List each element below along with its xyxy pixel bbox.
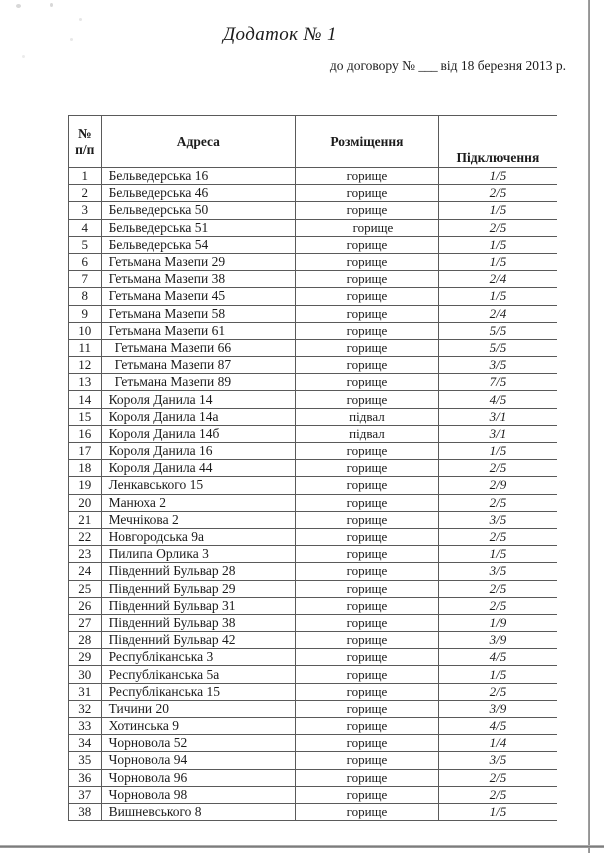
cell-number: 31 xyxy=(69,683,102,700)
cell-placement: горище xyxy=(296,443,439,460)
table-row xyxy=(69,597,558,614)
cell-placement: горище xyxy=(296,253,439,270)
cell-connection: 3/9 xyxy=(438,632,557,649)
cell-connection: 3/1 xyxy=(438,408,557,425)
scan-edge-bottom xyxy=(0,845,604,848)
column-header-number xyxy=(69,116,102,168)
cell-placement: горище xyxy=(296,580,439,597)
cell-address: Новгородська 9а xyxy=(101,528,296,545)
cell-number: 2 xyxy=(69,185,102,202)
cell-address: Короля Данила 14а xyxy=(101,408,296,425)
table-row xyxy=(69,357,558,374)
document-title: Додаток № 1 xyxy=(223,24,337,45)
scan-edge-right xyxy=(588,0,590,853)
cell-connection: 4/5 xyxy=(438,649,557,666)
cell-number: 24 xyxy=(69,563,102,580)
cell-number: 4 xyxy=(69,219,102,236)
cell-address: Республіканська 3 xyxy=(101,649,296,666)
cell-placement: підвал xyxy=(296,408,439,425)
cell-connection: 3/1 xyxy=(438,425,557,442)
cell-address: Бельведерська 50 xyxy=(101,202,296,219)
cell-placement: горище xyxy=(296,718,439,735)
scan-speck xyxy=(50,3,53,7)
cell-number: 16 xyxy=(69,425,102,442)
cell-number: 9 xyxy=(69,305,102,322)
cell-address: Чорновола 98 xyxy=(101,786,296,803)
table-row xyxy=(69,511,558,528)
table-row xyxy=(69,803,558,820)
cell-connection: 1/5 xyxy=(438,546,557,563)
column-header-placement: Розміщення xyxy=(296,116,439,168)
cell-number: 20 xyxy=(69,494,102,511)
cell-placement: горище xyxy=(296,322,439,339)
cell-placement: горище xyxy=(296,769,439,786)
cell-placement: горище xyxy=(296,374,439,391)
cell-number: 5 xyxy=(69,236,102,253)
cell-placement: горище xyxy=(296,752,439,769)
cell-placement: горище xyxy=(296,735,439,752)
table-row xyxy=(69,614,558,631)
cell-connection: 1/5 xyxy=(438,666,557,683)
cell-address: Ленкавського 15 xyxy=(101,477,296,494)
table-row xyxy=(69,271,558,288)
cell-number: 7 xyxy=(69,271,102,288)
cell-placement: горище xyxy=(296,185,439,202)
cell-placement: горище xyxy=(296,271,439,288)
table-header xyxy=(69,116,558,168)
cell-connection: 5/5 xyxy=(438,339,557,356)
cell-address: Республіканська 5а xyxy=(101,666,296,683)
cell-connection: 1/9 xyxy=(438,614,557,631)
cell-number: 10 xyxy=(69,322,102,339)
cell-placement: горище xyxy=(296,460,439,477)
cell-address: Мечнікова 2 xyxy=(101,511,296,528)
table-row xyxy=(69,700,558,717)
cell-connection: 2/5 xyxy=(438,185,557,202)
table-row xyxy=(69,236,558,253)
cell-placement: горище xyxy=(296,288,439,305)
cell-connection: 2/4 xyxy=(438,305,557,322)
address-table xyxy=(68,115,557,821)
cell-connection: 2/9 xyxy=(438,477,557,494)
table-row xyxy=(69,202,558,219)
cell-address: Короля Данила 14 xyxy=(101,391,296,408)
cell-connection: 4/5 xyxy=(438,391,557,408)
cell-connection: 1/5 xyxy=(438,253,557,270)
cell-address: Гетьмана Мазепи 89 xyxy=(101,374,296,391)
cell-connection: 2/5 xyxy=(438,219,557,236)
cell-connection: 2/5 xyxy=(438,580,557,597)
table-row xyxy=(69,718,558,735)
cell-address: Гетьмана Мазепи 61 xyxy=(101,322,296,339)
subtitle-contract-number-blank: ___ xyxy=(418,58,438,73)
column-header-number-line2: п/п xyxy=(75,141,95,157)
cell-placement: горище xyxy=(296,649,439,666)
table-row xyxy=(69,408,558,425)
cell-placement: горище xyxy=(296,236,439,253)
cell-placement: горище xyxy=(296,786,439,803)
cell-connection: 2/5 xyxy=(438,460,557,477)
cell-number: 28 xyxy=(69,632,102,649)
cell-connection: 1/5 xyxy=(438,288,557,305)
cell-number: 17 xyxy=(69,443,102,460)
cell-address: Південний Бульвар 28 xyxy=(101,563,296,580)
table-row xyxy=(69,477,558,494)
scan-speck xyxy=(79,18,82,21)
cell-address: Південний Бульвар 29 xyxy=(101,580,296,597)
cell-address: Тичини 20 xyxy=(101,700,296,717)
cell-number: 34 xyxy=(69,735,102,752)
table-row xyxy=(69,391,558,408)
table-row xyxy=(69,288,558,305)
cell-connection: 2/5 xyxy=(438,494,557,511)
cell-address: Манюха 2 xyxy=(101,494,296,511)
cell-placement: горище xyxy=(296,391,439,408)
cell-address: Короля Данила 14б xyxy=(101,425,296,442)
cell-address: Короля Данила 44 xyxy=(101,460,296,477)
cell-connection: 3/5 xyxy=(438,563,557,580)
cell-number: 13 xyxy=(69,374,102,391)
cell-address: Гетьмана Мазепи 29 xyxy=(101,253,296,270)
cell-placement: горище xyxy=(296,700,439,717)
cell-address: Республіканська 15 xyxy=(101,683,296,700)
cell-number: 32 xyxy=(69,700,102,717)
cell-connection: 2/5 xyxy=(438,786,557,803)
cell-address: Гетьмана Мазепи 66 xyxy=(101,339,296,356)
table-row xyxy=(69,580,558,597)
subtitle-date: від 18 березня 2013 р. xyxy=(437,58,566,73)
cell-number: 18 xyxy=(69,460,102,477)
table-row xyxy=(69,666,558,683)
cell-connection: 2/5 xyxy=(438,597,557,614)
cell-number: 1 xyxy=(69,168,102,185)
cell-address: Бельведерська 54 xyxy=(101,236,296,253)
cell-number: 27 xyxy=(69,614,102,631)
cell-number: 23 xyxy=(69,546,102,563)
cell-address: Гетьмана Мазепи 38 xyxy=(101,271,296,288)
cell-address: Пилипа Орлика 3 xyxy=(101,546,296,563)
cell-connection: 1/5 xyxy=(438,168,557,185)
cell-number: 15 xyxy=(69,408,102,425)
cell-address: Гетьмана Мазепи 45 xyxy=(101,288,296,305)
cell-connection: 1/5 xyxy=(438,236,557,253)
table-row xyxy=(69,339,558,356)
cell-placement: горище xyxy=(296,477,439,494)
cell-number: 6 xyxy=(69,253,102,270)
cell-placement: горище xyxy=(296,339,439,356)
cell-number: 22 xyxy=(69,528,102,545)
table-row xyxy=(69,168,558,185)
cell-number: 11 xyxy=(69,339,102,356)
table-row xyxy=(69,494,558,511)
cell-address: Чорновола 94 xyxy=(101,752,296,769)
table-row xyxy=(69,443,558,460)
cell-placement: горище xyxy=(296,219,439,236)
cell-placement: горище xyxy=(296,597,439,614)
column-header-address: Адреса xyxy=(101,116,296,168)
cell-address: Гетьмана Мазепи 58 xyxy=(101,305,296,322)
cell-address: Бельведерська 46 xyxy=(101,185,296,202)
cell-connection: 2/5 xyxy=(438,528,557,545)
cell-address: Хотинська 9 xyxy=(101,718,296,735)
cell-number: 29 xyxy=(69,649,102,666)
cell-address: Чорновола 96 xyxy=(101,769,296,786)
table-row xyxy=(69,632,558,649)
cell-connection: 5/5 xyxy=(438,322,557,339)
cell-placement: горище xyxy=(296,632,439,649)
cell-placement: горище xyxy=(296,563,439,580)
table-header-row xyxy=(69,116,558,168)
table-row xyxy=(69,185,558,202)
cell-placement: горище xyxy=(296,511,439,528)
cell-placement: горище xyxy=(296,305,439,322)
cell-address: Короля Данила 16 xyxy=(101,443,296,460)
table-row xyxy=(69,563,558,580)
cell-number: 30 xyxy=(69,666,102,683)
cell-placement: горище xyxy=(296,666,439,683)
cell-placement: горище xyxy=(296,803,439,820)
cell-number: 21 xyxy=(69,511,102,528)
cell-connection: 3/5 xyxy=(438,357,557,374)
table-row xyxy=(69,219,558,236)
scan-speck xyxy=(16,4,21,8)
cell-connection: 1/5 xyxy=(438,803,557,820)
cell-placement: горище xyxy=(296,494,439,511)
document-subtitle xyxy=(0,58,566,74)
cell-connection: 7/5 xyxy=(438,374,557,391)
cell-number: 36 xyxy=(69,769,102,786)
cell-address: Південний Бульвар 42 xyxy=(101,632,296,649)
cell-connection: 4/5 xyxy=(438,718,557,735)
table-row xyxy=(69,769,558,786)
table-row xyxy=(69,460,558,477)
cell-placement: горище xyxy=(296,202,439,219)
cell-placement: горище xyxy=(296,528,439,545)
cell-number: 33 xyxy=(69,718,102,735)
cell-address: Південний Бульвар 31 xyxy=(101,597,296,614)
cell-number: 38 xyxy=(69,803,102,820)
cell-number: 14 xyxy=(69,391,102,408)
cell-placement: горище xyxy=(296,683,439,700)
cell-connection: 1/4 xyxy=(438,735,557,752)
cell-number: 12 xyxy=(69,357,102,374)
cell-address: Чорновола 52 xyxy=(101,735,296,752)
column-header-connection: Підключення xyxy=(438,116,557,168)
cell-number: 35 xyxy=(69,752,102,769)
table-row xyxy=(69,546,558,563)
cell-number: 19 xyxy=(69,477,102,494)
table-row xyxy=(69,752,558,769)
cell-number: 8 xyxy=(69,288,102,305)
table-row xyxy=(69,649,558,666)
table-row xyxy=(69,322,558,339)
cell-placement: горище xyxy=(296,614,439,631)
table-row xyxy=(69,425,558,442)
cell-connection: 2/5 xyxy=(438,683,557,700)
table-row xyxy=(69,305,558,322)
cell-placement: горище xyxy=(296,168,439,185)
table-row xyxy=(69,374,558,391)
table-row xyxy=(69,735,558,752)
table-row xyxy=(69,786,558,803)
cell-connection: 2/5 xyxy=(438,769,557,786)
cell-number: 26 xyxy=(69,597,102,614)
cell-placement: підвал xyxy=(296,425,439,442)
cell-placement: горище xyxy=(296,546,439,563)
column-header-number-line1: № xyxy=(77,126,92,142)
cell-number: 37 xyxy=(69,786,102,803)
cell-number: 3 xyxy=(69,202,102,219)
cell-address: Бельведерська 51 xyxy=(101,219,296,236)
cell-placement: горище xyxy=(296,357,439,374)
cell-address: Вишневського 8 xyxy=(101,803,296,820)
cell-number: 25 xyxy=(69,580,102,597)
cell-connection: 3/5 xyxy=(438,511,557,528)
cell-address: Південний Бульвар 38 xyxy=(101,614,296,631)
table-body xyxy=(69,168,558,821)
table-row xyxy=(69,683,558,700)
cell-connection: 3/9 xyxy=(438,700,557,717)
cell-connection: 2/4 xyxy=(438,271,557,288)
cell-connection: 1/5 xyxy=(438,443,557,460)
table-row xyxy=(69,253,558,270)
cell-address: Гетьмана Мазепи 87 xyxy=(101,357,296,374)
subtitle-contract-prefix: до договору № xyxy=(329,58,419,73)
table-row xyxy=(69,528,558,545)
cell-address: Бельведерська 16 xyxy=(101,168,296,185)
cell-connection: 3/5 xyxy=(438,752,557,769)
cell-connection: 1/5 xyxy=(438,202,557,219)
